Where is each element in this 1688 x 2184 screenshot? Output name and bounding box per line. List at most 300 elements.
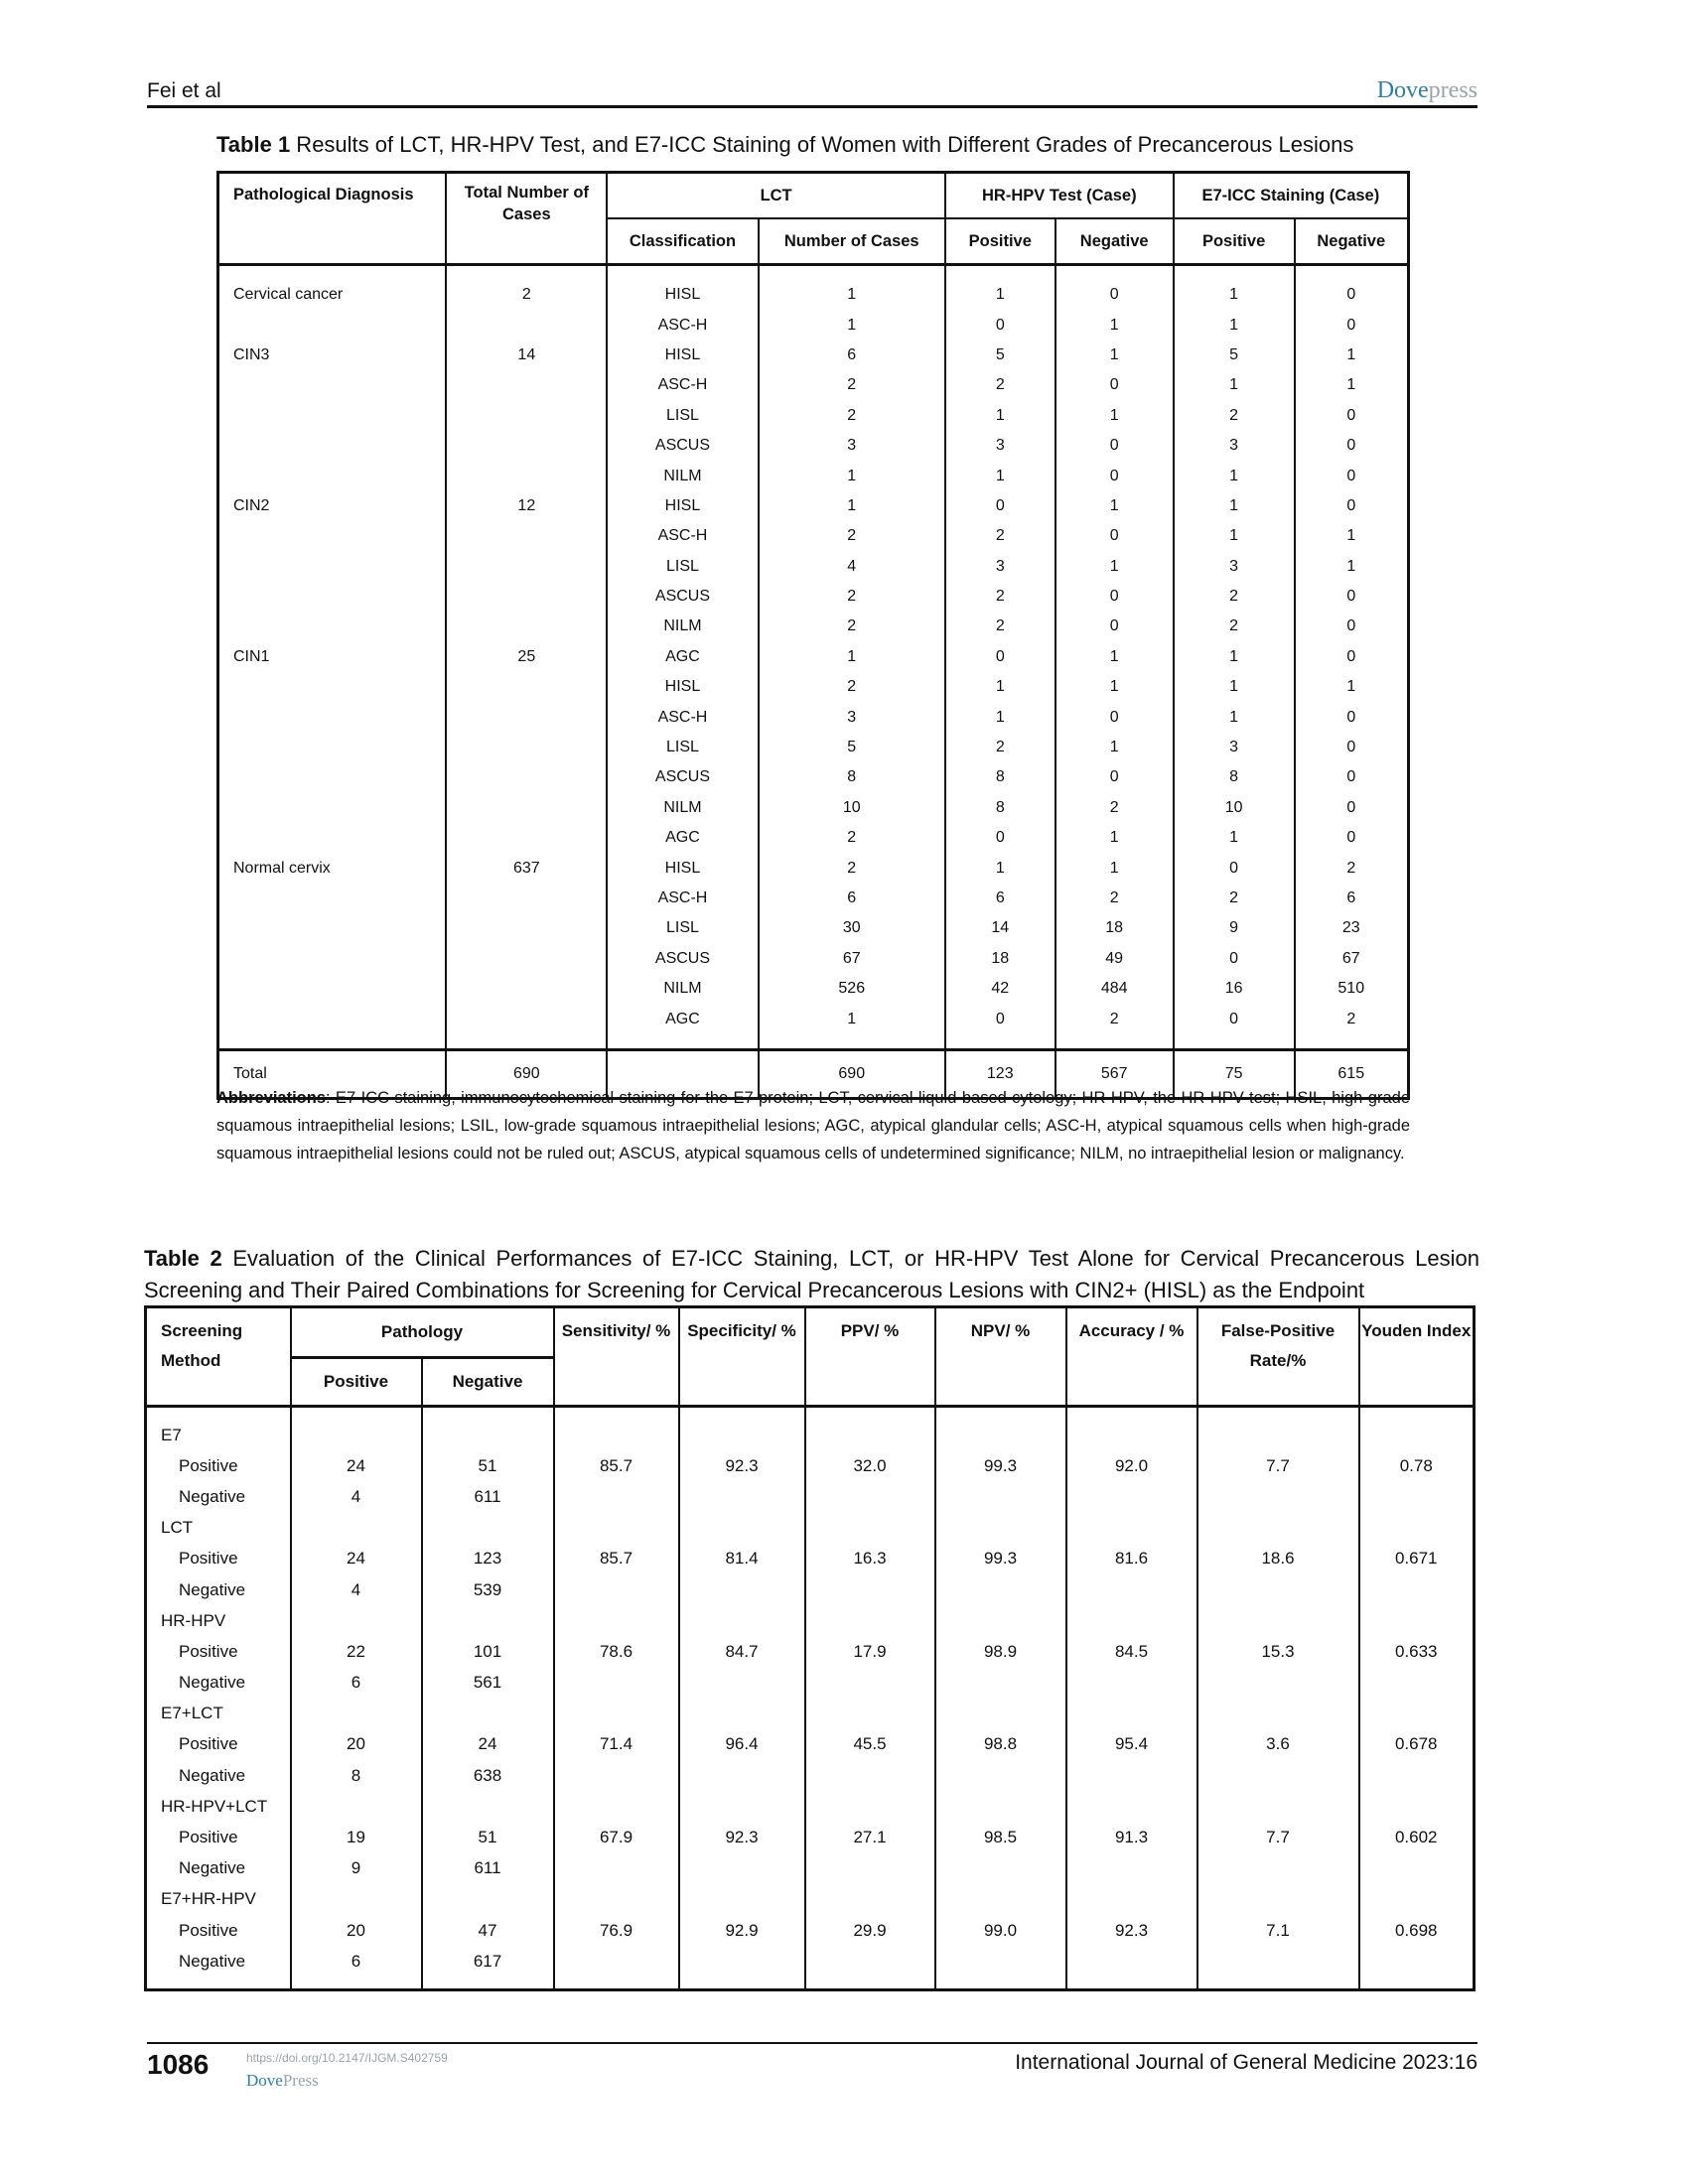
table1-row [218, 793, 1409, 823]
empty-cell [1359, 1513, 1475, 1544]
empty-cell [679, 1853, 805, 1884]
total-cases-cell [446, 431, 607, 461]
hpv-negative-cell: 0 [1055, 582, 1174, 612]
diagnosis-cell [218, 913, 447, 943]
total-cases-cell [446, 582, 607, 612]
total-cases-cell [446, 552, 607, 582]
youden-index-cell: 0.633 [1359, 1636, 1475, 1667]
empty-cell [935, 1853, 1066, 1884]
false-positive-rate-cell: 15.3 [1197, 1636, 1359, 1667]
table2-method-row [146, 1605, 1475, 1636]
empty-cell [805, 1481, 935, 1512]
hpv-positive-cell: 3 [945, 431, 1055, 461]
screening-method-cell: HR-HPV+LCT [161, 1796, 268, 1816]
empty-cell [291, 1605, 422, 1636]
pathology-positive-cell: 24 [291, 1544, 422, 1574]
number-of-cases-cell: 1 [759, 491, 945, 521]
npv-cell: 98.9 [935, 1636, 1066, 1667]
table2-negative-row [146, 1946, 1475, 1990]
header-pathology: Pathology [291, 1307, 554, 1358]
empty-cell [291, 1407, 422, 1451]
classification-cell: ASC-H [607, 310, 758, 340]
empty-cell [679, 1699, 805, 1729]
empty-cell [422, 1407, 554, 1451]
number-of-cases-cell: 2 [759, 370, 945, 400]
table2-positive-row [146, 1450, 1475, 1481]
header-accuracy: Accuracy / % [1066, 1307, 1197, 1407]
total-cases-cell [446, 913, 607, 943]
e7-negative-cell: 67 [1295, 944, 1409, 974]
hpv-positive-cell: 1 [945, 401, 1055, 431]
specificity-cell: 92.3 [679, 1450, 805, 1481]
header-specificity: Specificity/ % [679, 1307, 805, 1407]
specificity-cell: 92.3 [679, 1822, 805, 1852]
empty-cell [935, 1884, 1066, 1915]
e7-positive-cell: 2 [1174, 612, 1295, 641]
total-cases-cell [446, 612, 607, 641]
classification-cell: NILM [607, 612, 758, 641]
header-ppv: PPV/ % [805, 1307, 935, 1407]
table1-row [218, 672, 1409, 702]
ppv-cell: 17.9 [805, 1636, 935, 1667]
number-of-cases-cell: 1 [759, 1004, 945, 1049]
logo-press: press [1428, 77, 1477, 103]
hpv-positive-cell: 1 [945, 461, 1055, 490]
empty-cell [1197, 1699, 1359, 1729]
empty-cell [554, 1574, 679, 1605]
table1-body [218, 265, 1409, 1050]
e7-positive-cell: 16 [1174, 974, 1295, 1004]
false-positive-rate-cell: 7.7 [1197, 1822, 1359, 1852]
screening-method-cell: LCT [161, 1518, 194, 1538]
diagnosis-cell [218, 702, 447, 732]
specificity-cell: 84.7 [679, 1636, 805, 1667]
hpv-negative-cell: 0 [1055, 431, 1174, 461]
result-label-cell: Negative [179, 1579, 246, 1599]
total-cases-cell: 14 [446, 341, 607, 370]
empty-cell [422, 1884, 554, 1915]
classification-cell: ASC-H [607, 702, 758, 732]
classification-cell: AGC [607, 1004, 758, 1049]
empty-cell [679, 1791, 805, 1822]
number-of-cases-cell: 6 [759, 884, 945, 913]
journal-citation: International Journal of General Medicine 2023:16 [1015, 2051, 1477, 2074]
page-number: 1086 [147, 2049, 210, 2080]
table2-positive-row [146, 1636, 1475, 1667]
number-of-cases-cell: 10 [759, 793, 945, 823]
empty-cell [554, 1791, 679, 1822]
header-hpv-negative: Negative [1055, 218, 1174, 265]
empty-cell [1066, 1668, 1197, 1699]
empty-cell [935, 1605, 1066, 1636]
result-label-cell: Negative [179, 1486, 246, 1506]
classification-cell: HISL [607, 853, 758, 883]
hpv-negative-cell: 1 [1055, 491, 1174, 521]
npv-cell: 98.8 [935, 1729, 1066, 1760]
sensitivity-cell: 67.9 [554, 1822, 679, 1852]
classification-cell: HISL [607, 672, 758, 702]
number-of-cases-cell: 526 [759, 974, 945, 1004]
total-cases-cell [446, 401, 607, 431]
empty-cell [1066, 1574, 1197, 1605]
total-cases-cell [446, 884, 607, 913]
pathology-positive-cell: 8 [291, 1760, 422, 1791]
pathology-negative-cell: 47 [422, 1915, 554, 1946]
empty-cell [935, 1481, 1066, 1512]
header-youden-index: Youden Index [1359, 1307, 1475, 1407]
empty-cell [935, 1513, 1066, 1544]
abbreviations-text: : E7-ICC staining, immunocytochemical staining for the E7 protein; LCT, cervical liquid-based cytology; HR-HPV, the HR-HPV test; HSIL, high-grade squamous intraepithelial lesions; LSIL, low-grade squamous intraepithelial lesions; AGC, atypical glandular cells; ASC-H, atypical squamous cells when high-grade squamous intraepithelial lesions could not be ruled out; ASCUS, atypical squamous cells of undetermined significance; NILM, no intraepithelial lesion or malignancy. [216, 1089, 1410, 1162]
empty-cell [935, 1791, 1066, 1822]
total-cases-cell [446, 762, 607, 792]
table1-row [218, 974, 1409, 1004]
header-lct: LCT [607, 173, 945, 219]
number-of-cases-cell: 3 [759, 431, 945, 461]
diagnosis-cell [218, 552, 447, 582]
sensitivity-cell: 85.7 [554, 1450, 679, 1481]
empty-cell [1359, 1791, 1475, 1822]
total-cases-cell [446, 793, 607, 823]
hpv-positive-cell: 2 [945, 582, 1055, 612]
diagnosis-cell [218, 793, 447, 823]
hpv-negative-cell: 1 [1055, 642, 1174, 672]
hpv-positive-cell: 1 [945, 853, 1055, 883]
diagnosis-cell [218, 762, 447, 792]
total-cases-cell [446, 310, 607, 340]
diagnosis-cell [218, 884, 447, 913]
e7-negative-cell: 1 [1295, 552, 1409, 582]
empty-cell [1197, 1574, 1359, 1605]
total-cases-cell [446, 944, 607, 974]
empty-cell [1066, 1946, 1197, 1990]
classification-cell: ASCUS [607, 431, 758, 461]
youden-index-cell: 0.671 [1359, 1544, 1475, 1574]
diagnosis-cell [218, 944, 447, 974]
empty-cell [679, 1946, 805, 1990]
classification-cell: HISL [607, 491, 758, 521]
total-cases: 690 [446, 1049, 607, 1098]
table2-negative-row [146, 1574, 1475, 1605]
diagnosis-cell: CIN3 [233, 345, 270, 363]
diagnosis-cell [218, 672, 447, 702]
pathology-positive-cell: 24 [291, 1450, 422, 1481]
empty-cell [1066, 1605, 1197, 1636]
hpv-negative-cell: 1 [1055, 823, 1174, 853]
table2-method-row [146, 1791, 1475, 1822]
header-total-cases: Total Number of Cases [446, 173, 607, 265]
pathology-negative-cell: 123 [422, 1544, 554, 1574]
result-label-cell: Positive [179, 1734, 238, 1754]
empty-cell [1197, 1760, 1359, 1791]
diagnosis-cell [218, 370, 447, 400]
e7-positive-cell: 1 [1174, 491, 1295, 521]
empty-cell [1066, 1884, 1197, 1915]
result-label-cell: Negative [179, 1951, 246, 1971]
pathology-negative-cell: 638 [422, 1760, 554, 1791]
specificity-cell: 81.4 [679, 1544, 805, 1574]
table2-positive-row [146, 1729, 1475, 1760]
hpv-negative-cell: 2 [1055, 884, 1174, 913]
hpv-negative-cell: 1 [1055, 401, 1174, 431]
table1-abbreviations [216, 1084, 1410, 1167]
table1-row [218, 552, 1409, 582]
empty-cell [1359, 1407, 1475, 1451]
false-positive-rate-cell: 7.1 [1197, 1915, 1359, 1946]
header-pathology-positive: Positive [291, 1358, 422, 1407]
header-e7-negative: Negative [1295, 218, 1409, 265]
empty-cell [935, 1946, 1066, 1990]
classification-cell: LISL [607, 552, 758, 582]
number-of-cases-cell: 1 [759, 265, 945, 311]
table1-row [218, 491, 1409, 521]
table2-caption [144, 1243, 1479, 1306]
empty-cell [1359, 1481, 1475, 1512]
empty-cell [679, 1668, 805, 1699]
footer-publisher-logo[interactable] [246, 2071, 319, 2091]
e7-negative-cell: 23 [1295, 913, 1409, 943]
e7-negative-cell: 1 [1295, 370, 1409, 400]
publisher-logo[interactable] [1377, 77, 1477, 104]
e7-positive-cell: 1 [1174, 702, 1295, 732]
result-label-cell: Positive [179, 1455, 238, 1475]
sensitivity-cell: 76.9 [554, 1915, 679, 1946]
total-hpv-pos: 123 [945, 1049, 1055, 1098]
number-of-cases-cell: 8 [759, 762, 945, 792]
empty-cell [422, 1513, 554, 1544]
total-label: Total [218, 1049, 447, 1098]
diagnosis-cell [218, 733, 447, 762]
specificity-cell: 92.9 [679, 1915, 805, 1946]
table2-negative-row [146, 1760, 1475, 1791]
e7-positive-cell: 1 [1174, 265, 1295, 311]
sensitivity-cell: 85.7 [554, 1544, 679, 1574]
empty-cell [935, 1574, 1066, 1605]
pathology-positive-cell: 6 [291, 1668, 422, 1699]
table2-label: Table 2 [144, 1246, 222, 1271]
hpv-negative-cell: 1 [1055, 552, 1174, 582]
e7-negative-cell: 0 [1295, 431, 1409, 461]
number-of-cases-cell: 2 [759, 521, 945, 551]
header-rule [147, 105, 1477, 108]
hpv-positive-cell: 1 [945, 672, 1055, 702]
number-of-cases-cell: 2 [759, 823, 945, 853]
pathology-positive-cell: 20 [291, 1729, 422, 1760]
empty-cell [1197, 1791, 1359, 1822]
accuracy-cell: 92.3 [1066, 1915, 1197, 1946]
classification-cell: NILM [607, 461, 758, 490]
table2-method-row [146, 1884, 1475, 1915]
diagnosis-cell [218, 310, 447, 340]
pathology-positive-cell: 19 [291, 1822, 422, 1852]
number-of-cases-cell: 2 [759, 582, 945, 612]
table1 [216, 171, 1410, 1100]
hpv-positive-cell: 2 [945, 733, 1055, 762]
empty-cell [679, 1760, 805, 1791]
classification-cell: NILM [607, 793, 758, 823]
total-cases-cell: 637 [446, 853, 607, 883]
e7-positive-cell: 1 [1174, 370, 1295, 400]
header-false-positive-rate: False-Positive Rate/% [1197, 1307, 1359, 1407]
hpv-negative-cell: 0 [1055, 370, 1174, 400]
classification-cell: ASC-H [607, 521, 758, 551]
npv-cell: 98.5 [935, 1822, 1066, 1852]
result-label-cell: Positive [179, 1641, 238, 1661]
e7-negative-cell: 0 [1295, 310, 1409, 340]
running-author: Fei et al [147, 79, 221, 102]
ppv-cell: 27.1 [805, 1822, 935, 1852]
empty-cell [679, 1884, 805, 1915]
total-hpv-neg: 567 [1055, 1049, 1174, 1098]
empty-cell [422, 1791, 554, 1822]
hpv-negative-cell: 1 [1055, 341, 1174, 370]
footer-logo-press: Press [282, 2071, 319, 2090]
empty-cell [554, 1699, 679, 1729]
ppv-cell: 32.0 [805, 1450, 935, 1481]
hpv-positive-cell: 18 [945, 944, 1055, 974]
empty-cell [1197, 1481, 1359, 1512]
classification-cell: LISL [607, 401, 758, 431]
diagnosis-cell: CIN2 [233, 496, 270, 514]
diagnosis-cell [218, 461, 447, 490]
table1-row [218, 762, 1409, 792]
header-screening-method: Screening Method [146, 1307, 291, 1407]
empty-cell [1066, 1853, 1197, 1884]
npv-cell: 99.0 [935, 1915, 1066, 1946]
empty-cell [1197, 1407, 1359, 1451]
header-hrhpv: HR-HPV Test (Case) [945, 173, 1174, 219]
empty-cell [1359, 1884, 1475, 1915]
empty-cell [291, 1884, 422, 1915]
empty-cell [1197, 1605, 1359, 1636]
false-positive-rate-cell: 3.6 [1197, 1729, 1359, 1760]
diagnosis-cell [218, 431, 447, 461]
classification-cell: ASC-H [607, 884, 758, 913]
diagnosis-cell [218, 401, 447, 431]
header-e7: E7-ICC Staining (Case) [1174, 173, 1409, 219]
youden-index-cell: 0.678 [1359, 1729, 1475, 1760]
empty-cell [1359, 1668, 1475, 1699]
logo-dove: Dove [1376, 77, 1429, 103]
total-cases-cell [446, 1004, 607, 1049]
total-e7-pos: 75 [1174, 1049, 1295, 1098]
empty-cell [291, 1699, 422, 1729]
table1-row [218, 401, 1409, 431]
ppv-cell: 16.3 [805, 1544, 935, 1574]
empty-cell [805, 1699, 935, 1729]
ppv-cell: 45.5 [805, 1729, 935, 1760]
hpv-positive-cell: 1 [945, 265, 1055, 311]
hpv-positive-cell: 0 [945, 1004, 1055, 1049]
empty-cell [1066, 1760, 1197, 1791]
diagnosis-cell: Normal cervix [233, 859, 331, 877]
empty-cell [805, 1946, 935, 1990]
accuracy-cell: 95.4 [1066, 1729, 1197, 1760]
empty-cell [805, 1791, 935, 1822]
hpv-positive-cell: 8 [945, 793, 1055, 823]
classification-cell: LISL [607, 733, 758, 762]
empty-cell [805, 1884, 935, 1915]
classification-cell: NILM [607, 974, 758, 1004]
e7-positive-cell: 0 [1174, 853, 1295, 883]
empty-cell [422, 1699, 554, 1729]
total-e7-neg: 615 [1295, 1049, 1409, 1098]
hpv-negative-cell: 0 [1055, 265, 1174, 311]
hpv-negative-cell: 49 [1055, 944, 1174, 974]
empty-cell [805, 1605, 935, 1636]
classification-cell: ASCUS [607, 762, 758, 792]
e7-positive-cell: 2 [1174, 884, 1295, 913]
e7-positive-cell: 0 [1174, 1004, 1295, 1049]
diagnosis-cell [218, 1004, 447, 1049]
table2-method-row [146, 1699, 1475, 1729]
table1-row [218, 612, 1409, 641]
pathology-negative-cell: 611 [422, 1481, 554, 1512]
pathology-positive-cell: 20 [291, 1915, 422, 1946]
sensitivity-cell: 71.4 [554, 1729, 679, 1760]
hpv-positive-cell: 14 [945, 913, 1055, 943]
empty-cell [679, 1481, 805, 1512]
result-label-cell: Negative [179, 1765, 246, 1785]
pathology-positive-cell: 6 [291, 1946, 422, 1990]
result-label-cell: Positive [179, 1920, 238, 1940]
classification-cell: ASC-H [607, 370, 758, 400]
table1-row [218, 431, 1409, 461]
pathology-negative-cell: 611 [422, 1853, 554, 1884]
running-head [147, 77, 1477, 105]
total-cases-cell [446, 733, 607, 762]
pathology-positive-cell: 22 [291, 1636, 422, 1667]
total-cases-cell [446, 974, 607, 1004]
e7-positive-cell: 1 [1174, 461, 1295, 490]
empty-cell [935, 1760, 1066, 1791]
empty-cell [554, 1760, 679, 1791]
table2-title: Evaluation of the Clinical Performances of E7-ICC Staining, LCT, or HR-HPV Test Alone for Cervical Precancerous Lesion Screening and Their Paired Combinations for Screening for Cervical Precancerous Lesions with CIN2+ (HISL) as the Endpoint [144, 1246, 1479, 1302]
empty-cell [935, 1407, 1066, 1451]
classification-cell: ASCUS [607, 944, 758, 974]
table1-label: Table 1 [216, 132, 291, 157]
hpv-negative-cell: 0 [1055, 762, 1174, 792]
hpv-negative-cell: 484 [1055, 974, 1174, 1004]
e7-negative-cell: 0 [1295, 642, 1409, 672]
total-cases-cell [446, 521, 607, 551]
hpv-negative-cell: 1 [1055, 733, 1174, 762]
youden-index-cell: 0.78 [1359, 1450, 1475, 1481]
doi-link[interactable]: https://doi.org/10.2147/IJGM.S402759 [246, 2051, 448, 2065]
pathology-positive-cell: 4 [291, 1481, 422, 1512]
accuracy-cell: 92.0 [1066, 1450, 1197, 1481]
empty-cell [1197, 1946, 1359, 1990]
screening-method-cell: E7 [161, 1425, 182, 1444]
classification-cell: HISL [607, 341, 758, 370]
hpv-positive-cell: 0 [945, 310, 1055, 340]
table1-row [218, 823, 1409, 853]
classification-cell: AGC [607, 823, 758, 853]
number-of-cases-cell: 2 [759, 672, 945, 702]
e7-negative-cell: 0 [1295, 702, 1409, 732]
e7-negative-cell: 0 [1295, 733, 1409, 762]
table2-method-row [146, 1407, 1475, 1451]
empty-cell [554, 1481, 679, 1512]
e7-positive-cell: 3 [1174, 552, 1295, 582]
empty-cell [554, 1513, 679, 1544]
table2-negative-row [146, 1481, 1475, 1512]
youden-index-cell: 0.698 [1359, 1915, 1475, 1946]
pathology-positive-cell: 9 [291, 1853, 422, 1884]
number-of-cases-cell: 1 [759, 461, 945, 490]
classification-cell: LISL [607, 913, 758, 943]
header-e7-positive: Positive [1174, 218, 1295, 265]
hpv-positive-cell: 1 [945, 702, 1055, 732]
